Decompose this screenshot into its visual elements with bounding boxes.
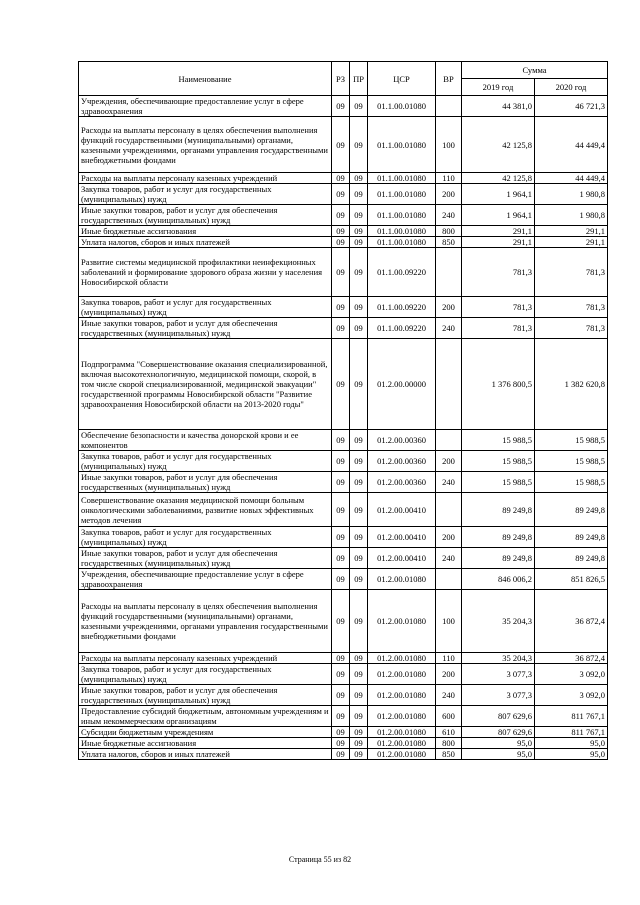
row-vr: 200 [436, 451, 462, 472]
row-amount-2020: 811 767,1 [535, 727, 608, 738]
row-pr: 09 [350, 96, 368, 117]
row-amount-2019: 1 376 800,5 [462, 339, 535, 430]
row-rz: 09 [332, 173, 350, 184]
table-row [79, 738, 608, 749]
row-amount-2020: 291,1 [535, 237, 608, 248]
table-row [79, 493, 608, 527]
row-amount-2019: 291,1 [462, 226, 535, 237]
row-rz: 09 [332, 653, 350, 664]
row-amount-2020: 291,1 [535, 226, 608, 237]
row-name: Субсидии бюджетным учреждениям [79, 727, 332, 738]
row-csr: 01.2.00.01080 [368, 685, 436, 706]
row-amount-2019: 89 249,8 [462, 527, 535, 548]
row-rz: 09 [332, 117, 350, 173]
header-rz: РЗ [332, 62, 350, 96]
row-rz: 09 [332, 451, 350, 472]
row-name: Иные бюджетные ассигнования [79, 226, 332, 237]
row-name: Закупка товаров, работ и услуг для государственных (муниципальных) нужд [79, 527, 332, 548]
row-pr: 09 [350, 727, 368, 738]
row-pr: 09 [350, 237, 368, 248]
table-row [79, 664, 608, 685]
row-rz: 09 [332, 727, 350, 738]
row-amount-2019: 291,1 [462, 237, 535, 248]
row-vr [436, 96, 462, 117]
row-pr: 09 [350, 527, 368, 548]
table-row [79, 527, 608, 548]
table-row [79, 472, 608, 493]
row-amount-2019: 35 204,3 [462, 653, 535, 664]
row-amount-2019: 89 249,8 [462, 493, 535, 527]
row-rz: 09 [332, 493, 350, 527]
row-pr: 09 [350, 117, 368, 173]
row-amount-2019: 89 249,8 [462, 548, 535, 569]
row-pr: 09 [350, 318, 368, 339]
table-row [79, 226, 608, 237]
row-amount-2019: 95,0 [462, 738, 535, 749]
row-amount-2020: 89 249,8 [535, 527, 608, 548]
header-name: Наименование [79, 62, 332, 96]
table-header [79, 62, 608, 96]
page-footer: Страница 55 из 82 [288, 855, 352, 864]
row-rz: 09 [332, 96, 350, 117]
row-csr: 01.2.00.00000 [368, 339, 436, 430]
row-name: Расходы на выплаты персоналу в целях обеспечения выполнения функций государственными (муниципальными) органами, казенными учреждениями, органами управления государственными внебюджетными фондами [79, 590, 332, 653]
row-name: Иные закупки товаров, работ и услуг для обеспечения государственных (муниципальных) нужд [79, 685, 332, 706]
row-amount-2019: 781,3 [462, 318, 535, 339]
table-row [79, 173, 608, 184]
row-vr: 200 [436, 664, 462, 685]
header-pr: ПР [350, 62, 368, 96]
row-rz: 09 [332, 738, 350, 749]
row-amount-2020: 781,3 [535, 318, 608, 339]
row-amount-2020: 15 988,5 [535, 430, 608, 451]
row-pr: 09 [350, 297, 368, 318]
row-vr: 200 [436, 527, 462, 548]
row-amount-2019: 3 077,3 [462, 685, 535, 706]
row-vr: 110 [436, 173, 462, 184]
row-amount-2020: 811 767,1 [535, 706, 608, 727]
row-pr: 09 [350, 749, 368, 760]
row-pr: 09 [350, 184, 368, 205]
row-rz: 09 [332, 339, 350, 430]
row-csr: 01.2.00.00360 [368, 451, 436, 472]
row-vr: 240 [436, 685, 462, 706]
row-amount-2019: 42 125,8 [462, 173, 535, 184]
row-csr: 01.1.00.09220 [368, 297, 436, 318]
row-pr: 09 [350, 205, 368, 226]
row-csr: 01.1.00.01080 [368, 117, 436, 173]
row-csr: 01.1.00.01080 [368, 226, 436, 237]
row-csr: 01.1.00.09220 [368, 318, 436, 339]
row-vr: 100 [436, 590, 462, 653]
row-amount-2020: 44 449,4 [535, 173, 608, 184]
row-pr: 09 [350, 339, 368, 430]
row-csr: 01.2.00.00360 [368, 430, 436, 451]
row-name: Предоставление субсидий бюджетным, автономным учреждениям и иным некоммерческим организациям [79, 706, 332, 727]
budget-table [78, 61, 608, 760]
row-vr: 240 [436, 548, 462, 569]
row-vr: 800 [436, 738, 462, 749]
row-vr: 200 [436, 297, 462, 318]
table-row [79, 248, 608, 297]
row-csr: 01.2.00.01080 [368, 664, 436, 685]
header-year-2019: 2019 год [462, 79, 535, 96]
row-amount-2019: 15 988,5 [462, 472, 535, 493]
row-vr: 800 [436, 226, 462, 237]
row-amount-2020: 89 249,8 [535, 493, 608, 527]
row-vr: 100 [436, 117, 462, 173]
row-amount-2020: 1 980,8 [535, 184, 608, 205]
row-csr: 01.2.00.01080 [368, 569, 436, 590]
row-name: Учреждения, обеспечивающие предоставление услуг в сфере здравоохранения [79, 96, 332, 117]
table-row [79, 205, 608, 226]
table-row [79, 297, 608, 318]
table-row [79, 749, 608, 760]
row-csr: 01.2.00.00410 [368, 548, 436, 569]
table-row [79, 653, 608, 664]
table-row [79, 96, 608, 117]
row-pr: 09 [350, 590, 368, 653]
row-rz: 09 [332, 664, 350, 685]
row-name: Учреждения, обеспечивающие предоставление услуг в сфере здравоохранения [79, 569, 332, 590]
row-amount-2019: 95,0 [462, 749, 535, 760]
row-vr: 850 [436, 749, 462, 760]
row-name: Расходы на выплаты персоналу в целях обеспечения выполнения функций государственными (муниципальными) органами, казенными учреждениями, органами управления государственными внебюджетными фондами [79, 117, 332, 173]
row-amount-2020: 36 872,4 [535, 653, 608, 664]
table-row [79, 184, 608, 205]
row-amount-2020: 89 249,8 [535, 548, 608, 569]
row-amount-2019: 15 988,5 [462, 451, 535, 472]
row-rz: 09 [332, 318, 350, 339]
row-rz: 09 [332, 548, 350, 569]
row-vr: 240 [436, 205, 462, 226]
row-rz: 09 [332, 237, 350, 248]
header-year-2020: 2020 год [535, 79, 608, 96]
row-rz: 09 [332, 226, 350, 237]
row-vr [436, 248, 462, 297]
table-row [79, 590, 608, 653]
row-amount-2020: 781,3 [535, 248, 608, 297]
row-amount-2020: 1 980,8 [535, 205, 608, 226]
row-csr: 01.1.00.01080 [368, 205, 436, 226]
row-amount-2019: 35 204,3 [462, 590, 535, 653]
row-vr: 600 [436, 706, 462, 727]
row-amount-2019: 846 006,2 [462, 569, 535, 590]
row-csr: 01.2.00.00410 [368, 493, 436, 527]
row-amount-2019: 807 629,6 [462, 727, 535, 738]
row-rz: 09 [332, 527, 350, 548]
row-name: Иные закупки товаров, работ и услуг для обеспечения государственных (муниципальных) нужд [79, 205, 332, 226]
table-row [79, 117, 608, 173]
row-name: Уплата налогов, сборов и иных платежей [79, 749, 332, 760]
row-amount-2019: 15 988,5 [462, 430, 535, 451]
row-rz: 09 [332, 706, 350, 727]
row-csr: 01.2.00.01080 [368, 727, 436, 738]
row-vr [436, 493, 462, 527]
row-name: Закупка товаров, работ и услуг для государственных (муниципальных) нужд [79, 451, 332, 472]
row-vr [436, 339, 462, 430]
row-rz: 09 [332, 590, 350, 653]
table-row [79, 548, 608, 569]
row-amount-2020: 781,3 [535, 297, 608, 318]
row-pr: 09 [350, 653, 368, 664]
row-vr: 200 [436, 184, 462, 205]
table-row [79, 685, 608, 706]
row-amount-2020: 1 382 620,8 [535, 339, 608, 430]
row-amount-2020: 15 988,5 [535, 472, 608, 493]
row-csr: 01.2.00.00410 [368, 527, 436, 548]
row-name: Расходы на выплаты персоналу казенных учреждений [79, 173, 332, 184]
row-amount-2019: 44 381,0 [462, 96, 535, 117]
row-amount-2019: 42 125,8 [462, 117, 535, 173]
row-pr: 09 [350, 548, 368, 569]
table-row [79, 451, 608, 472]
row-amount-2019: 3 077,3 [462, 664, 535, 685]
row-amount-2020: 95,0 [535, 738, 608, 749]
row-csr: 01.1.00.01080 [368, 184, 436, 205]
row-csr: 01.2.00.01080 [368, 749, 436, 760]
header-sum: Сумма [462, 62, 608, 79]
row-pr: 09 [350, 493, 368, 527]
row-amount-2020: 3 092,0 [535, 664, 608, 685]
row-rz: 09 [332, 685, 350, 706]
row-amount-2020: 95,0 [535, 749, 608, 760]
row-rz: 09 [332, 205, 350, 226]
row-vr: 110 [436, 653, 462, 664]
row-name: Подпрограмма "Совершенствование оказания специализированной, включая высокотехнологичную, медицинской помощи, скорой, в том числе скорой специализированной, медицинской эвакуации" государственной программы Новосибирской области "Развитие здравоохранения Новосибирской области на 2013-2020 годы" [79, 339, 332, 430]
row-name: Иные закупки товаров, работ и услуг для обеспечения государственных (муниципальных) нужд [79, 318, 332, 339]
row-pr: 09 [350, 685, 368, 706]
row-csr: 01.2.00.01080 [368, 590, 436, 653]
row-pr: 09 [350, 472, 368, 493]
row-amount-2020: 36 872,4 [535, 590, 608, 653]
row-pr: 09 [350, 664, 368, 685]
row-rz: 09 [332, 297, 350, 318]
row-vr: 610 [436, 727, 462, 738]
table-row [79, 339, 608, 430]
row-pr: 09 [350, 173, 368, 184]
row-name: Обеспечение безопасности и качества донорской крови и ее компонентов [79, 430, 332, 451]
row-rz: 09 [332, 749, 350, 760]
table-row [79, 706, 608, 727]
row-pr: 09 [350, 226, 368, 237]
row-name: Иные бюджетные ассигнования [79, 738, 332, 749]
row-pr: 09 [350, 706, 368, 727]
row-amount-2019: 781,3 [462, 297, 535, 318]
row-name: Развитие системы медицинской профилактики неинфекционных заболеваний и формирование здорового образа жизни у населения Новосибирской области [79, 248, 332, 297]
row-name: Иные закупки товаров, работ и услуг для обеспечения государственных (муниципальных) нужд [79, 472, 332, 493]
row-amount-2019: 807 629,6 [462, 706, 535, 727]
row-csr: 01.1.00.01080 [368, 96, 436, 117]
row-amount-2020: 46 721,3 [535, 96, 608, 117]
row-vr [436, 569, 462, 590]
header-csr: ЦСР [368, 62, 436, 96]
row-rz: 09 [332, 472, 350, 493]
row-csr: 01.2.00.01080 [368, 653, 436, 664]
row-name: Закупка товаров, работ и услуг для государственных (муниципальных) нужд [79, 184, 332, 205]
table-row [79, 318, 608, 339]
row-amount-2019: 1 964,1 [462, 205, 535, 226]
row-pr: 09 [350, 430, 368, 451]
table-row [79, 569, 608, 590]
table-body [79, 96, 608, 760]
table-row [79, 237, 608, 248]
row-amount-2020: 3 092,0 [535, 685, 608, 706]
header-vr: ВР [436, 62, 462, 96]
row-pr: 09 [350, 569, 368, 590]
row-vr: 850 [436, 237, 462, 248]
row-vr: 240 [436, 318, 462, 339]
row-vr [436, 430, 462, 451]
row-rz: 09 [332, 248, 350, 297]
row-amount-2019: 1 964,1 [462, 184, 535, 205]
row-name: Иные закупки товаров, работ и услуг для обеспечения государственных (муниципальных) нужд [79, 548, 332, 569]
row-name: Закупка товаров, работ и услуг для государственных (муниципальных) нужд [79, 297, 332, 318]
row-csr: 01.1.00.09220 [368, 248, 436, 297]
row-csr: 01.2.00.01080 [368, 706, 436, 727]
row-csr: 01.2.00.01080 [368, 738, 436, 749]
row-rz: 09 [332, 569, 350, 590]
row-pr: 09 [350, 451, 368, 472]
row-amount-2020: 44 449,4 [535, 117, 608, 173]
table-row [79, 430, 608, 451]
row-rz: 09 [332, 184, 350, 205]
row-csr: 01.2.00.00360 [368, 472, 436, 493]
row-pr: 09 [350, 248, 368, 297]
row-name: Совершенствование оказания медицинской помощи больным онкологическими заболеваниями, развитие новых эффективных методов лечения [79, 493, 332, 527]
row-name: Закупка товаров, работ и услуг для государственных (муниципальных) нужд [79, 664, 332, 685]
row-rz: 09 [332, 430, 350, 451]
row-amount-2020: 15 988,5 [535, 451, 608, 472]
table-row [79, 727, 608, 738]
row-csr: 01.1.00.01080 [368, 173, 436, 184]
row-amount-2020: 851 826,5 [535, 569, 608, 590]
row-csr: 01.1.00.01080 [368, 237, 436, 248]
row-name: Уплата налогов, сборов и иных платежей [79, 237, 332, 248]
row-vr: 240 [436, 472, 462, 493]
row-pr: 09 [350, 738, 368, 749]
row-amount-2019: 781,3 [462, 248, 535, 297]
row-name: Расходы на выплаты персоналу казенных учреждений [79, 653, 332, 664]
